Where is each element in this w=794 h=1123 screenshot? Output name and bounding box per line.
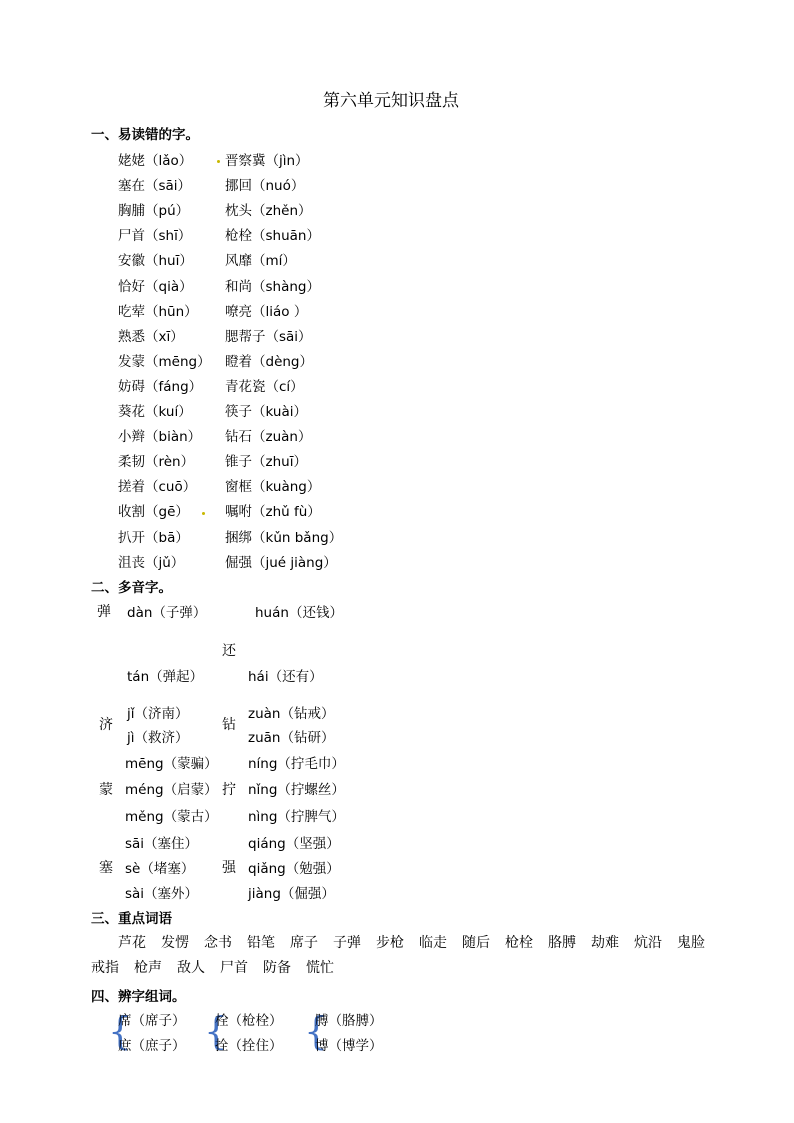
polyphone-reading: mēng（蒙骗） [125, 756, 218, 772]
misread-word-right: 挪回（nuó） [225, 178, 305, 194]
page-title: 第六单元知识盘点 [323, 91, 459, 111]
word-group-item: 博（博学） [315, 1038, 383, 1054]
misread-word-left: 柔韧（rèn） [118, 454, 195, 470]
misread-word-left: 搓着（cuō） [118, 479, 197, 495]
misread-word-right: 窗框（kuàng） [225, 479, 321, 495]
section3-heading: 三、重点词语 [91, 911, 172, 927]
key-word: 慌忙 [306, 960, 334, 976]
polyphone-reading: hái（还有） [248, 669, 323, 685]
key-word: 铅笔 [247, 935, 275, 951]
key-word: 随后 [462, 935, 490, 951]
key-word: 步枪 [376, 935, 404, 951]
polyphone-reading: níng（拧毛巾） [248, 756, 345, 772]
key-word: 子弹 [333, 935, 361, 951]
word-group-item: 庶（庶子） [118, 1038, 186, 1054]
key-word: 席子 [290, 935, 318, 951]
misread-word-left: 熟悉（xī） [118, 329, 184, 345]
misread-word-right: 腮帮子（sāi） [225, 329, 312, 345]
key-word: 炕沿 [634, 935, 662, 951]
misread-word-left: 胸脯（pú） [118, 203, 190, 219]
polyphone-reading: měng（蒙古） [125, 809, 218, 825]
polyphone-reading: zuān（钻研） [248, 730, 335, 746]
misread-word-right: 枪栓（shuān） [225, 228, 320, 244]
misread-word-right: 枕头（zhěn） [225, 203, 312, 219]
polyphone-reading: sè（堵塞） [125, 861, 195, 877]
polyphone-reading: nìng（拧脾气） [248, 809, 345, 825]
section1-heading: 一、易读错的字。 [91, 127, 199, 143]
misread-word-left: 塞在（sāi） [118, 178, 192, 194]
polyphone-reading: tán（弹起） [127, 669, 204, 685]
word-group-item: 栓（枪栓） [215, 1013, 283, 1029]
polyphone-char-ning: 拧 [222, 782, 236, 798]
key-word: 尸首 [220, 960, 248, 976]
key-word: 劫难 [591, 935, 619, 951]
polyphone-char-ji: 济 [99, 717, 113, 733]
polyphone-char-huan: 还 [222, 643, 236, 659]
misread-word-right: 钻石（zuàn） [225, 429, 312, 445]
misread-word-right: 倔强（jué jiàng） [225, 555, 337, 571]
misread-word-right: 锥子（zhuī） [225, 454, 307, 470]
polyphone-reading: nǐng（拧螺丝） [248, 782, 345, 798]
misread-word-right: 瞪着（dèng） [225, 354, 314, 370]
polyphone-char-meng: 蒙 [99, 782, 113, 798]
misread-word-right: 嘱咐（zhǔ fù） [225, 504, 321, 520]
key-word: 胳膊 [548, 935, 576, 951]
misread-word-right: 筷子（kuài） [225, 404, 307, 420]
key-word: 念书 [204, 935, 232, 951]
misread-word-right: 嘹亮（liáo ） [225, 304, 308, 320]
misread-word-right: 风靡（mí） [225, 253, 296, 269]
key-words-line-2 [91, 957, 349, 977]
polyphone-char-dan: 弹 [97, 604, 111, 620]
misread-word-right: 晋察冀（jìn） [225, 153, 309, 169]
key-word: 发愣 [161, 935, 189, 951]
misread-word-right: 青花瓷（cí） [225, 379, 304, 395]
polyphone-reading: jǐ（济南） [127, 706, 189, 722]
misread-word-left: 姥姥（lǎo） [118, 153, 193, 169]
stray-mark [202, 512, 205, 515]
key-word: 临走 [419, 935, 447, 951]
polyphone-reading: dàn（子弹） [127, 605, 207, 621]
polyphone-char-zuan: 钻 [222, 717, 236, 733]
polyphone-reading: jì（救济） [127, 730, 189, 746]
key-word: 鬼脸 [677, 935, 705, 951]
key-word: 枪声 [134, 960, 162, 976]
misread-word-left: 扒开（bā） [118, 530, 189, 546]
section2-heading: 二、多音字。 [91, 580, 172, 596]
polyphone-reading: sāi（塞住） [125, 836, 199, 852]
misread-word-left: 小辫（biàn） [118, 429, 202, 445]
polyphone-reading: huán（还钱） [255, 605, 343, 621]
misread-word-left: 吃荤（hūn） [118, 304, 198, 320]
key-word: 防备 [263, 960, 291, 976]
word-group-item: 席（席子） [118, 1013, 186, 1029]
misread-word-left: 妨碍（fáng） [118, 379, 203, 395]
polyphone-char-sai: 塞 [99, 860, 113, 876]
misread-word-right: 和尚（shàng） [225, 279, 320, 295]
key-word: 芦花 [118, 935, 146, 951]
word-group-item: 拴（拴住） [215, 1038, 283, 1054]
brace-mark: { [304, 1009, 329, 1053]
polyphone-char-qiang: 强 [222, 860, 236, 876]
word-group-item: 膊（胳膊） [315, 1013, 383, 1029]
misread-word-left: 沮丧（jǔ） [118, 555, 185, 571]
polyphone-reading: zuàn（钻戒） [248, 706, 335, 722]
misread-word-left: 安徽（huī） [118, 253, 193, 269]
key-word: 戒指 [91, 960, 119, 976]
polyphone-reading: sài（塞外） [125, 886, 199, 902]
polyphone-reading: qiáng（坚强） [248, 836, 340, 852]
misread-word-right: 捆绑（kǔn bǎng） [225, 530, 343, 546]
polyphone-reading: méng（启蒙） [125, 782, 218, 798]
misread-word-left: 尸首（shī） [118, 228, 192, 244]
section4-heading: 四、辨字组词。 [91, 989, 186, 1005]
brace-mark: { [108, 1009, 133, 1053]
key-word: 敌人 [177, 960, 205, 976]
stray-mark [217, 160, 220, 163]
key-word: 枪栓 [505, 935, 533, 951]
brace-mark: { [204, 1009, 229, 1053]
misread-word-left: 恰好（qià） [118, 279, 193, 295]
misread-word-left: 收割（gē） [118, 504, 189, 520]
key-words-line-1 [118, 932, 720, 952]
misread-word-left: 发蒙（mēng） [118, 354, 211, 370]
polyphone-reading: jiàng（倔强） [248, 886, 335, 902]
polyphone-reading: qiǎng（勉强） [248, 861, 340, 877]
misread-word-left: 葵花（kuí） [118, 404, 192, 420]
